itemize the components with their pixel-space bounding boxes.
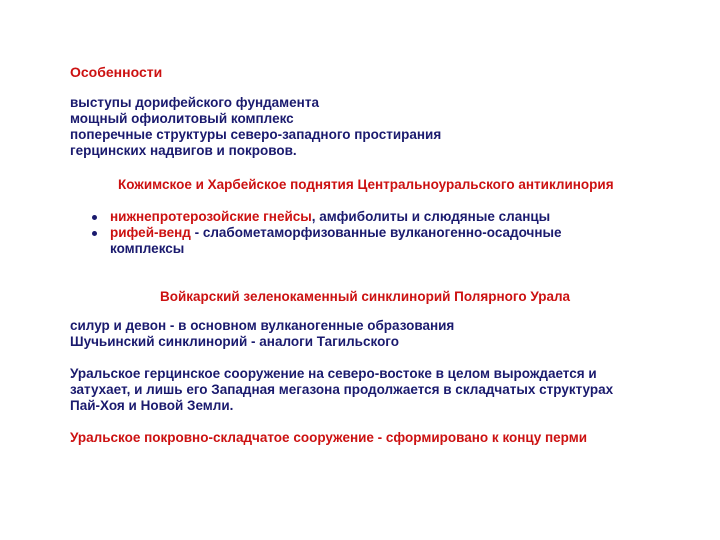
voikar-line: Шучьинский синклинорий - аналоги Тагильского [70, 334, 400, 349]
voikar-line: силур и девон - в основном вулканогенные образования [70, 318, 455, 333]
bullet-highlight: нижнепротерозойские гнейсы [110, 209, 312, 224]
features-item: мощный офиолитовый комплекс [70, 111, 294, 126]
kozhim-bullet-item [92, 225, 612, 257]
features-list [70, 95, 441, 159]
bullet-icon [92, 231, 97, 236]
hercynian-line: Пай-Хоя и Новой Земли. [70, 398, 234, 413]
hercynian-line: затухает, и лишь его Западная мегазона продолжается в складчатых структурах [70, 382, 614, 397]
features-item: поперечные структуры северо-западного простирания [70, 127, 442, 142]
bullet-text: , амфиболиты и слюдяные сланцы [311, 209, 551, 224]
hercynian-paragraph [70, 366, 613, 414]
conclusion-text: Уральское покровно-складчатое сооружение - сформировано к концу перми [70, 430, 587, 445]
hercynian-line: Уральское герцинское сооружение на северо-востоке в целом вырождается и [70, 366, 597, 381]
bullet-text: - слабометаморфизованные вулканогенно-осадочные комплексы [110, 225, 562, 256]
kozhim-section-title: Кожимское и Харбейское поднятия Центральноуральского антиклинория [118, 177, 614, 192]
voikar-section-title: Войкарский зеленокаменный синклинорий Полярного Урала [160, 289, 571, 304]
bullet-icon [92, 215, 97, 220]
features-item: выступы дорифейского фундамента [70, 95, 319, 110]
features-heading: Особенности [70, 64, 163, 80]
bullet-highlight: рифей-венд [110, 225, 191, 240]
features-item: герцинских надвигов и покровов. [70, 143, 297, 158]
kozhim-bullet-list [92, 209, 612, 257]
voikar-paragraph [70, 318, 454, 350]
kozhim-bullet-item [92, 209, 612, 225]
